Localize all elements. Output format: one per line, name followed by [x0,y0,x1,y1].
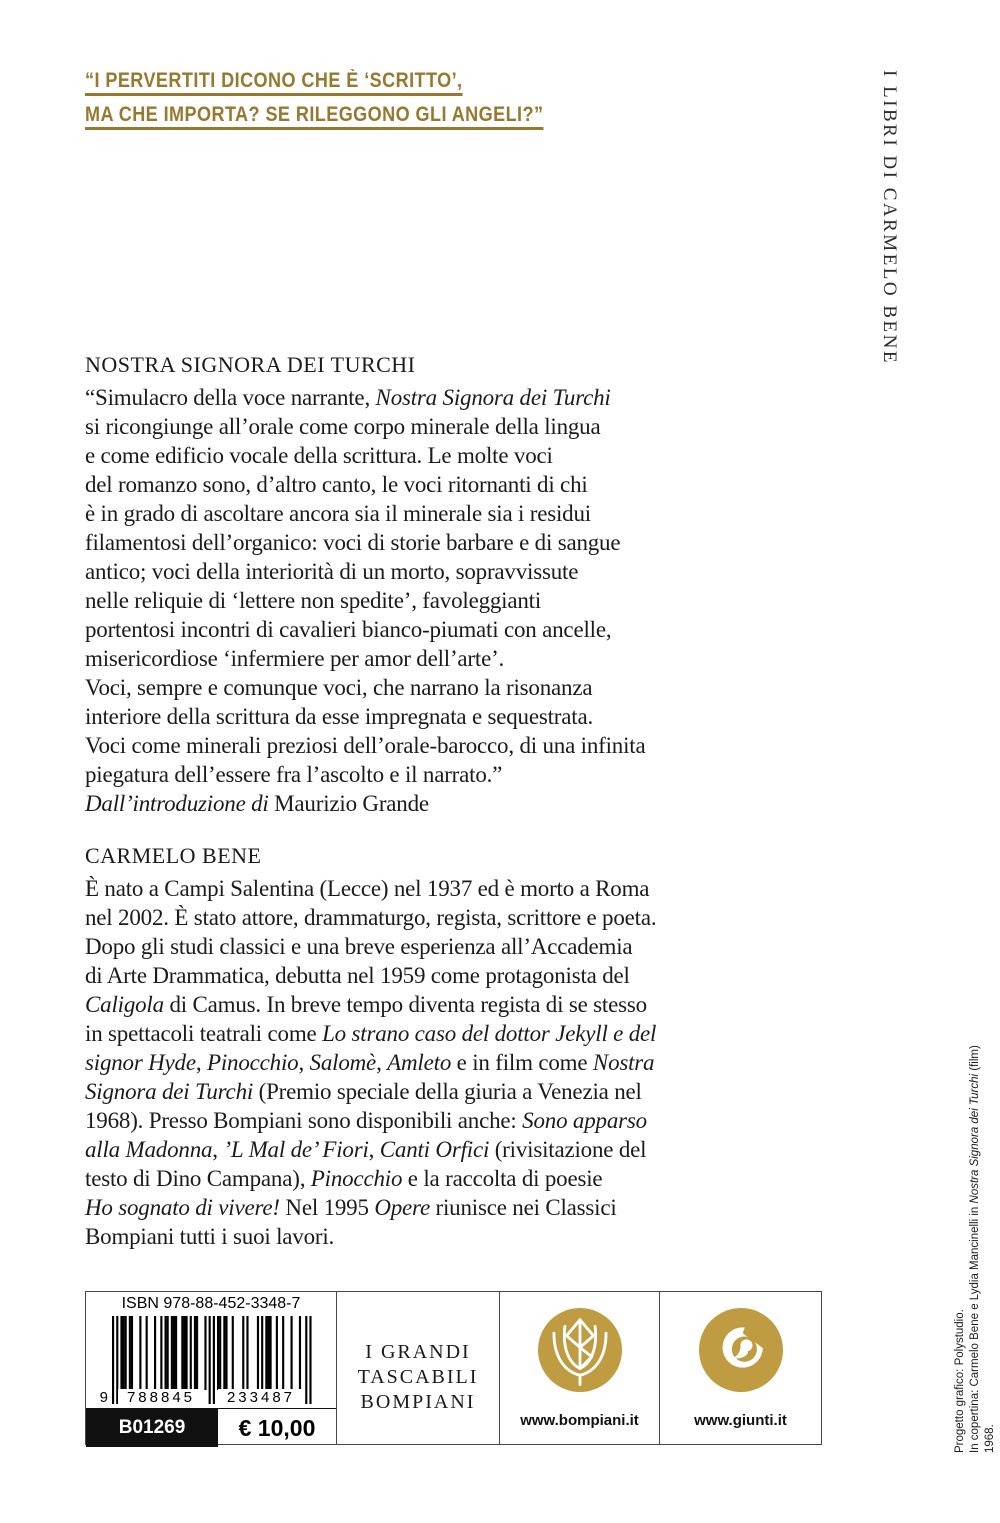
text-line: signor Hyde, Pinocchio, Salomè, Amleto e in film come Nostra [85,1050,655,1075]
footer-strip [85,1291,822,1445]
imprint-box [336,1292,499,1444]
author-bio-heading: CARMELO BENE [85,843,262,868]
giunti-logo-icon [699,1308,783,1392]
price-row [86,1408,336,1447]
text-line: È nato a Campi Salentina (Lecce) nel 1937 ed è morto a Roma [85,876,650,901]
text-line: è in grado di ascoltare ancora sia il minerale sia i residui [85,501,591,526]
text-line: di Arte Drammatica, debutta nel 1959 come protagonista del [85,963,630,988]
synopsis-body [85,383,825,818]
imprint-text [337,1340,499,1415]
text-line: antico; voci della interiorità di un morto, sopravvissute [85,559,579,584]
edition-code: B01269 [86,1409,218,1447]
text-line: Bompiani tutti i suoi lavori. [85,1224,335,1249]
section-synopsis [85,352,825,818]
text-line: interiore della scrittura da esse impregnata e sequestrata. [85,704,594,729]
barcode-digit-lead: 9 [88,1389,108,1406]
text-line: si ricongiunge all’orale come corpo minerale della lingua [85,414,601,439]
text-line: Dopo gli studi classici e una breve esperienza all’Accademia [85,934,633,959]
quote-line-2: MA CHE IMPORTA? SE RILEGGONO GLI ANGELI?” [85,103,544,126]
bompiani-logo-icon [538,1308,622,1392]
imprint-line-2: TASCABILI [357,1366,479,1388]
quote-line-1: “I PERVERTITI DICONO CHE È ‘SCRITTO’, [85,69,463,92]
text-line: Voci come minerali preziosi dell’orale-barocco, di una infinita [85,733,646,758]
text-line: in spettacoli teatrali come Lo strano caso del dottor Jekyll e del [85,1021,657,1046]
text-line: alla Madonna, ’L Mal de’ Fiori, Canti Orfici (rivisitazione del [85,1137,647,1162]
text-line: 1968). Presso Bompiani sono disponibili anche: Sono apparso [85,1108,647,1133]
series-title-vertical: I LIBRI DI CARMELO BENE [879,70,900,365]
barcode-digit-group2: 233487 [218,1389,304,1406]
imprint-line-3: BOMPIANI [360,1391,476,1413]
price: € 10,00 [238,1414,316,1441]
text-line: nel 2002. È stato attore, drammaturgo, regista, scrittore e poeta. [85,905,657,930]
isbn-label: ISBN 978-88-452-3348-7 [121,1295,301,1312]
bompiani-box [499,1292,659,1444]
synopsis-heading: NOSTRA SIGNORA DEI TURCHI [85,352,416,377]
text-line: piegatura dell’essere fra l’ascolto e il narrato.” [85,762,503,787]
barcode-box [86,1292,336,1444]
text-line: Progetto grafico: Polystudio. [954,1309,966,1453]
text-line: nelle reliquie di ‘lettere non spedite’, favoleggianti [85,588,542,613]
text-line: Signora dei Turchi (Premio speciale della giuria a Venezia nel [85,1079,642,1104]
text-line: Caligola di Camus. In breve tempo diventa regista di se stesso [85,992,647,1017]
text-line: Dall’introduzione di Maurizio Grande [85,791,429,816]
text-line: In copertina: Carmelo Bene e Lydia Mancinelli in Nostra Signora dei Turchi (film) 1968. [969,1045,996,1453]
text-line: Ho sognato di vivere! Nel 1995 Opere riunisce nei Classici [85,1195,617,1220]
text-line: e come edificio vocale della scrittura. Le molte voci [85,443,553,468]
text-line: Voci, sempre e comunque voci, che narrano la risonanza [85,675,593,700]
text-line: portentosi incontri di cavalieri bianco-piumati con ancelle, [85,617,612,642]
imprint-line-1: I GRANDI [365,1341,471,1363]
giunti-box [659,1292,821,1444]
giunti-url: www.giunti.it [694,1412,787,1429]
text-line: filamentosi dell’organico: voci di storie barbare e di sangue [85,530,621,555]
bompiani-url: www.bompiani.it [520,1412,639,1429]
text-line: misericordiose ‘infermiere per amor dell’arte’. [85,646,505,671]
text-line: “Simulacro della voce narrante, Nostra Signora dei Turchi [85,385,611,410]
author-bio-body [85,874,825,1251]
cover-quote [85,64,618,132]
barcode-digit-group1: 788845 [118,1389,204,1406]
text-line: del romanzo sono, d’altro canto, le voci ritornanti di chi [85,472,588,497]
photo-credits [953,1028,998,1453]
text-line: testo di Dino Campana), Pinocchio e la raccolta di poesie [85,1166,603,1191]
section-author-bio [85,843,825,1251]
